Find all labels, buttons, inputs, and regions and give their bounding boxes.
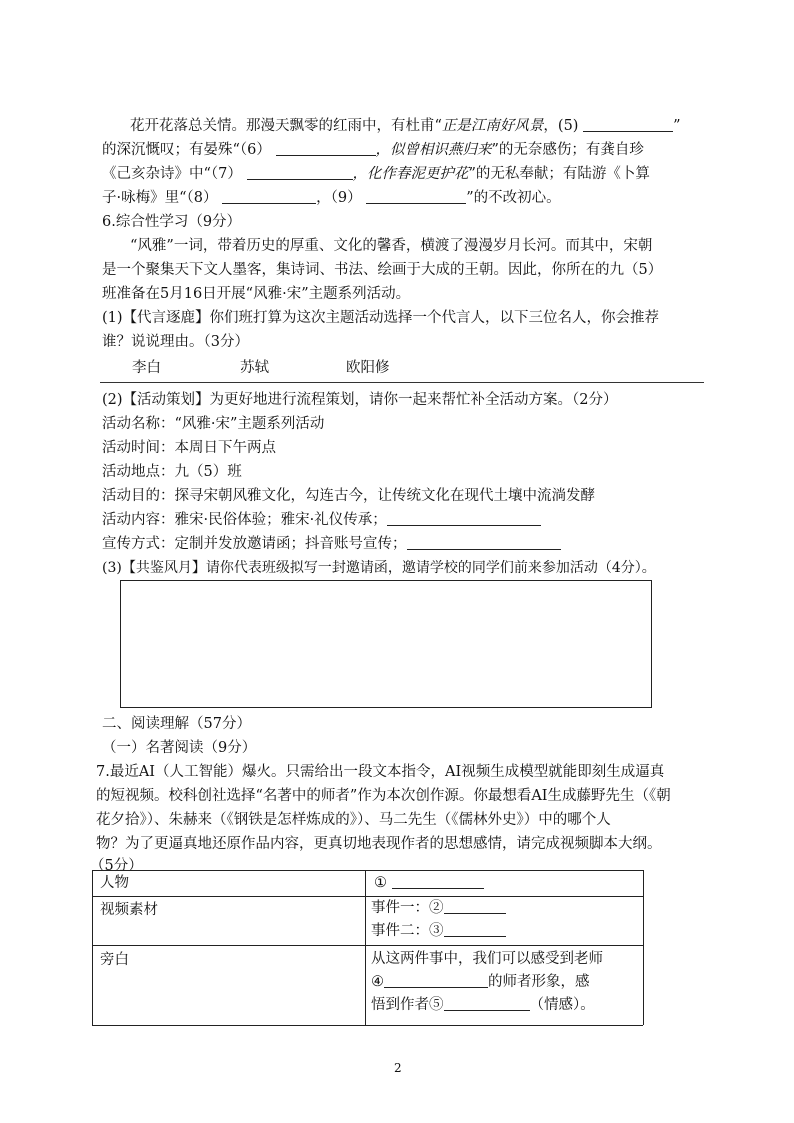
q6-intro-line-2: 是一个聚集天下文人墨客，集诗词、书法、绘画于大成的王朝。因此，你所在的九（5）	[102, 262, 663, 278]
answer-blank-9[interactable]	[366, 188, 466, 204]
poem-line-3: 《己亥杂诗》中“（7） ，化作春泥更护花”的无私奉献；有陆游《卜算	[102, 166, 650, 182]
invitation-writing-box[interactable]	[120, 580, 652, 708]
answer-blank-2[interactable]	[444, 898, 506, 914]
video-script-table	[92, 870, 643, 1025]
plan-content: 活动内容：雅宋·民俗体验；雅宋·礼仪传承；	[102, 509, 541, 531]
answer-blank-5[interactable]	[583, 116, 673, 132]
poem-line-4: 子·咏梅》里“（8） ，（9） ”的不改初心。	[102, 190, 561, 206]
plan-location: 活动地点：九（5）班	[102, 464, 242, 480]
q7-line-4: 物？为了更逼真地还原作品内容，更真切地表现作者的思想感情，请完成视频脚本大纲。	[96, 836, 662, 852]
q7-line-3: 花夕拾》）、朱赫来（《钢铁是怎样炼成的》）、马二先生（《儒林外史》）中的哪个人	[96, 812, 611, 828]
poem-line-2: 的深沉慨叹；有晏殊“（6） ，似曾相识燕归来”的无奈感伤；有龚自珍	[102, 142, 644, 158]
table-event-2: 事件二：③	[371, 920, 506, 942]
q6-intro-line-3: 班准备在5月16日开展“风雅·宋”主题系列活动。	[102, 286, 411, 302]
q6-sub2: (2)【活动策划】为更好地进行流程策划，请你一起来帮忙补全活动方案。（2分）	[102, 392, 618, 408]
candidate-name: 欧阳修	[346, 360, 390, 376]
candidate-name: 苏轼	[240, 360, 269, 376]
answer-blank-6[interactable]	[276, 140, 376, 156]
table-label-material: 视频素材	[100, 902, 158, 918]
answer-blank-7[interactable]	[247, 164, 353, 180]
answer-blank-3[interactable]	[444, 921, 506, 937]
narration-line-2: ④ 的师者形象，感	[371, 974, 590, 990]
narration-line-1: 从这两件事中，我们可以感受到老师	[371, 951, 603, 967]
table-value-character: ①	[374, 872, 484, 894]
q7-line-2: 的短视频。校科创社选择“名著中的师者”作为本次创作源。你最想看AI生成藤野先生（《朝	[96, 788, 671, 804]
table-label-narration: 旁白	[100, 952, 129, 968]
answer-blank-8[interactable]	[222, 188, 316, 204]
q7-line-1: 7.最近AI（人工智能）爆火。只需给出一段文本指令，AI视频生成模型就能即刻生成逼真	[96, 764, 665, 780]
section-2-sub-heading: （一）名著阅读（9分）	[102, 740, 257, 756]
answer-line[interactable]	[100, 382, 704, 383]
poem-line-1: 花开花落总关情。那漫天飘零的红雨中，有杜甫“正是江南好风景，(5) ”	[130, 118, 681, 134]
q6-heading: 6.综合性学习（9分）	[102, 214, 242, 230]
answer-blank-content[interactable]	[387, 510, 541, 526]
q6-sub3: (3)【共鉴风月】请你代表班级拟写一封邀请函，邀请学校的同学们前来参加活动（4分）。	[102, 560, 656, 576]
candidate-name: 李白	[132, 360, 161, 376]
q7-line-5: （5分）	[90, 858, 143, 874]
q6-sub1-line-1: (1)【代言逐鹿】你们班打算为这次主题活动选择一个代言人，以下三位名人，你会推荐	[102, 310, 660, 326]
answer-blank-4[interactable]	[384, 972, 488, 988]
plan-promotion: 宣传方式：定制并发放邀请函；抖音账号宣传；	[102, 533, 561, 555]
plan-time: 活动时间：本周日下午两点	[102, 440, 276, 456]
plan-name: 活动名称：“风雅·宋”主题系列活动	[102, 416, 325, 432]
page-number: 2	[394, 1061, 402, 1075]
table-label-character: 人物	[100, 875, 129, 891]
answer-blank-promotion[interactable]	[407, 534, 561, 550]
answer-blank-5[interactable]	[444, 995, 530, 1011]
section-2-heading: 二、阅读理解（57分）	[102, 716, 251, 732]
q6-intro-line-1: “风雅”一词，带着历史的厚重、文化的馨香，横渡了漫漫岁月长河。而其中，宋朝	[130, 238, 653, 254]
narration-line-3: 悟到作者⑤ （情感）。	[371, 997, 595, 1013]
table-event-1: 事件一：②	[371, 897, 506, 919]
plan-purpose: 活动目的：探寻宋朝风雅文化，勾连古今，让传统文化在现代土壤中流淌发酵	[102, 488, 595, 504]
q6-sub1-line-2: 谁？说说理由。（3分）	[102, 334, 249, 350]
answer-blank-1[interactable]	[392, 873, 484, 889]
